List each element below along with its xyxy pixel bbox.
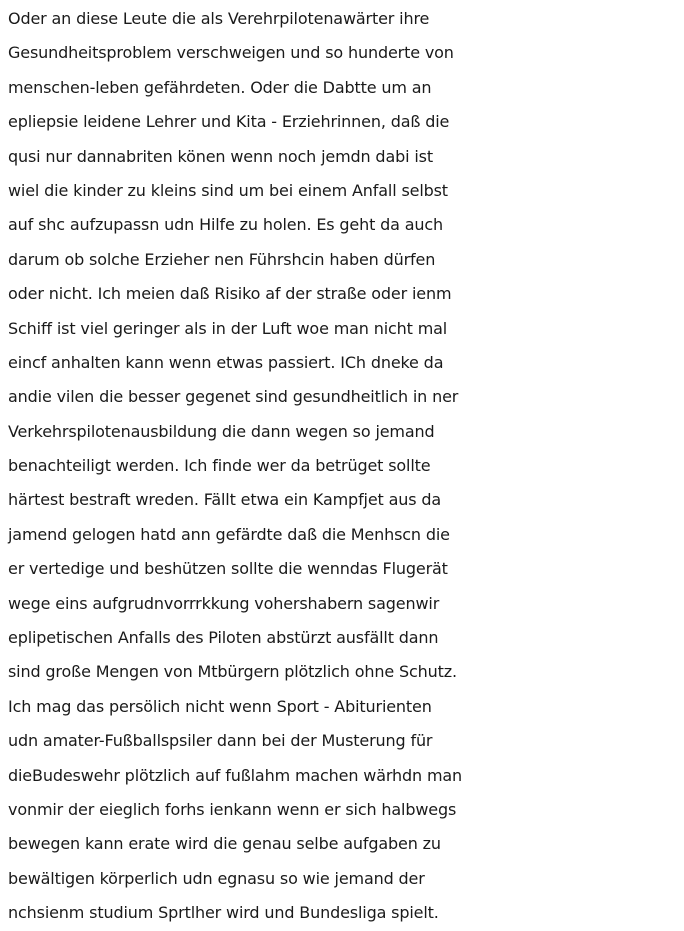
text-line: wege eins aufgrudnvorrrkkung vohershabern sagenwir xyxy=(8,593,440,613)
text-line: sind große Mengen von Mtbürgern plötzlich ohne Schutz. xyxy=(8,662,457,682)
text-line: Gesundheitsproblem verschweigen und so hunderte von xyxy=(8,43,454,63)
text-line: bewältigen körperlich udn egnasu so wie jemand der xyxy=(8,868,425,888)
text-line: auf shc aufzupassn udn Hilfe zu holen. Es geht da auch xyxy=(8,215,444,235)
text-line: oder nicht. Ich meien daß Risiko af der straße oder ienm xyxy=(8,284,452,304)
text-line: Ich mag das persölich nicht wenn Sport - Abiturienten xyxy=(8,696,432,716)
text-line: jamend gelogen hatd ann gefärdte daß die Menhscn die xyxy=(8,524,450,544)
text-line: Schiff ist viel geringer als in der Luft woe man nicht mal xyxy=(8,318,448,338)
text-line: Verkehrspilotenausbildung die dann wegen so jemand xyxy=(8,421,435,441)
text-line: er vertedige und beshützen sollte die wenndas Flugerät xyxy=(8,559,448,579)
text-line: eplipetischen Anfalls des Piloten abstürzt ausfällt dann xyxy=(8,628,439,648)
text-line: nchsienm studium Sprtlher wird und Bundesliga spielt. xyxy=(8,903,439,923)
text-line: menschen-leben gefährdeten. Oder die Dabtte um an xyxy=(8,77,432,97)
text-line: qusi nur dannabriten könen wenn noch jemdn dabi ist xyxy=(8,146,433,166)
text-line: vonmir der eieglich forhs ienkann wenn er sich halbwegs xyxy=(8,799,457,819)
text-line: epliepsie leidene Lehrer und Kita - Erziehrinnen, daß die xyxy=(8,112,450,132)
text-line: bewegen kann erate wird die genau selbe aufgaben zu xyxy=(8,834,441,854)
text-line: benachteiligt werden. Ich finde wer da betrüget sollte xyxy=(8,456,431,476)
text-line: dieBudeswehr plötzlich auf fußlahm machen wärhdn man xyxy=(8,765,463,785)
text-line: eincf anhalten kann wenn etwas passiert. ICh dneke da xyxy=(8,352,444,372)
text-line: Oder an diese Leute die als Verehrpilotenawärter ihre xyxy=(8,9,430,28)
text-line: darum ob solche Erzieher nen Führshcin haben dürfen xyxy=(8,249,436,269)
text-line: wiel die kinder zu kleins sind um bei einem Anfall selbst xyxy=(8,180,448,200)
text-line: härtest bestraft wreden. Fällt etwa ein Kampfjet aus da xyxy=(8,490,442,510)
text-line: andie vilen die besser gegenet sind gesundheitlich in ner xyxy=(8,387,459,407)
body-text xyxy=(8,2,684,931)
text-line: udn amater-Fußballspsiler dann bei der Musterung für xyxy=(8,731,433,751)
